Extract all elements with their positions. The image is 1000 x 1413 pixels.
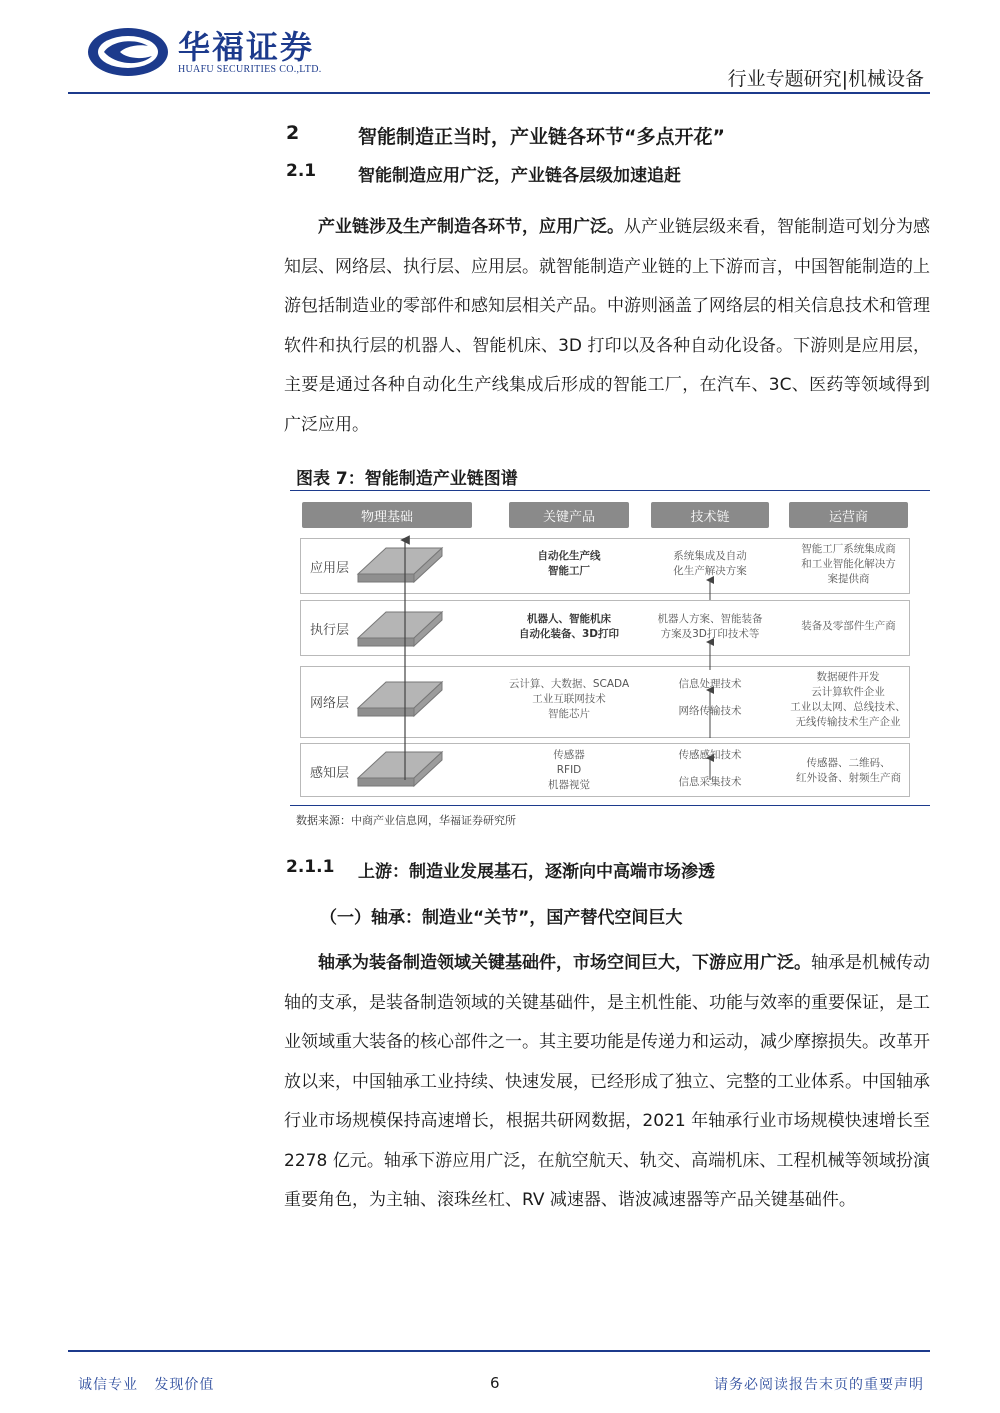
- paragraph-body: 轴承是机械传动轴的支承，是装备制造领域的关键基础件，是主机性能、功能与效率的重要保证，是工业领域重大装备的核心部件之一。其主要功能是传递力和运动，减少摩擦损失。改革开放以来，中国轴承工业持续、快速发展，已经形成了独立、完整的工业体系。中国轴承行业市场规模保持高速增长，根据共研网数据，2021 年轴承行业市场规模快速增长至 2278 亿元。轴承下游应用广泛，在航空航天、轨交、高端机床、工程机械等领域扮演重要角色，为主轴、滚珠丝杠、RV 减速器、谐波减速器等产品关键基础件。: [284, 953, 930, 1210]
- figure-bottom-rule: [290, 805, 930, 806]
- cell-operators-application: 智能工厂系统集成商 和工业智能化解决方 案提供商: [801, 543, 896, 585]
- cell-tech-perception: 传感感知技术 信息采集技术: [678, 749, 742, 788]
- row-label-execution: 执行层: [310, 623, 350, 638]
- figure-top-rule: [290, 490, 930, 491]
- column-header-tech: 技术链: [651, 502, 769, 528]
- paragraph-industry-chain: [284, 208, 930, 445]
- column-header-products: 关键产品: [509, 502, 629, 528]
- cell-tech-execution: 机器人方案、智能装备 方案及3D打印技术等: [657, 613, 763, 640]
- paragraph-body: 从产业链层级来看，智能制造可划分为感知层、网络层、执行层、应用层。就智能制造产业链的上下游而言，中国智能制造的上游包括制造业的零部件和感知层相关产品。中游则涵盖了网络层的相关信息技术和管理软件和执行层的机器人、智能机床、3D 打印以及各种自动化设备。下游则是应用层，主要是通过各种自动化生产线集成后形成的智能工厂，在汽车、3C、医药等领域得到广泛应用。: [284, 217, 930, 435]
- cell-operators-execution: 装备及零部件生产商: [801, 620, 896, 632]
- footer-slogan: 诚信专业 发现价值: [78, 1377, 215, 1393]
- footer-disclaimer: 请务必阅读报告末页的重要声明: [714, 1377, 924, 1393]
- figure-source: 数据来源：中商产业信息网，华福证券研究所: [296, 814, 516, 827]
- footer-divider: [68, 1350, 930, 1352]
- cell-tech-application: 系统集成及自动 化生产解决方案: [673, 550, 747, 577]
- logo-text-cn: 华福证券: [178, 28, 315, 66]
- row-label-application: 应用层: [310, 561, 350, 576]
- logo-text-en: HUAFU SECURITIES CO.,LTD.: [178, 64, 322, 75]
- paragraph-lead: 产业链涉及生产制造各环节，应用广泛。: [318, 217, 624, 237]
- subsubsection-title: 上游：制造业发展基石，逐渐向中高端市场渗透: [358, 862, 715, 882]
- subsection-number: 2.1: [286, 161, 317, 181]
- column-header-operators: 运营商: [789, 502, 908, 528]
- cell-operators-perception: 传感器、二维码、 红外设备、射频生产商: [796, 757, 901, 784]
- subsubsection-number: 2.1.1: [286, 857, 335, 877]
- subsection-title: 智能制造应用广泛，产业链各层级加速追赶: [358, 166, 681, 186]
- bearing-heading: （一）轴承：制造业“关节”，国产替代空间巨大: [320, 908, 683, 928]
- cell-products-network: 云计算、大数据、SCADA 工业互联网技术 智能芯片: [508, 678, 630, 720]
- section-number: 2: [286, 122, 300, 144]
- cell-operators-network: 数据硬件开发 云计算软件企业 工业以太网、总线技术、 无线传输技术生产企业: [790, 671, 906, 728]
- row-label-network: 网络层: [310, 696, 350, 711]
- page-number: 6: [490, 1374, 500, 1392]
- row-label-perception: 感知层: [310, 766, 350, 781]
- cell-products-perception: 传感器 RFID 机器视觉: [548, 749, 590, 791]
- report-type-label: 行业专题研究|机械设备: [727, 68, 924, 90]
- paragraph-lead: 轴承为装备制造领域关键基础件，市场空间巨大，下游应用广泛。: [318, 953, 811, 973]
- cell-products-execution: 机器人、智能机床 自动化装备、3D打印: [518, 613, 620, 640]
- company-logo-icon: [86, 26, 170, 78]
- layer-plates-diagram: [350, 530, 460, 800]
- cell-tech-network: 信息处理技术 网络传输技术: [678, 678, 742, 717]
- section-title: 智能制造正当时，产业链各环节“多点开花”: [358, 126, 725, 148]
- column-header-physical: 物理基础: [302, 502, 472, 528]
- cell-products-application: 自动化生产线 智能工厂: [537, 550, 601, 577]
- header-divider: [68, 92, 930, 94]
- figure-title: 图表 7：智能制造产业链图谱: [296, 469, 518, 489]
- paragraph-bearing: [284, 944, 930, 1221]
